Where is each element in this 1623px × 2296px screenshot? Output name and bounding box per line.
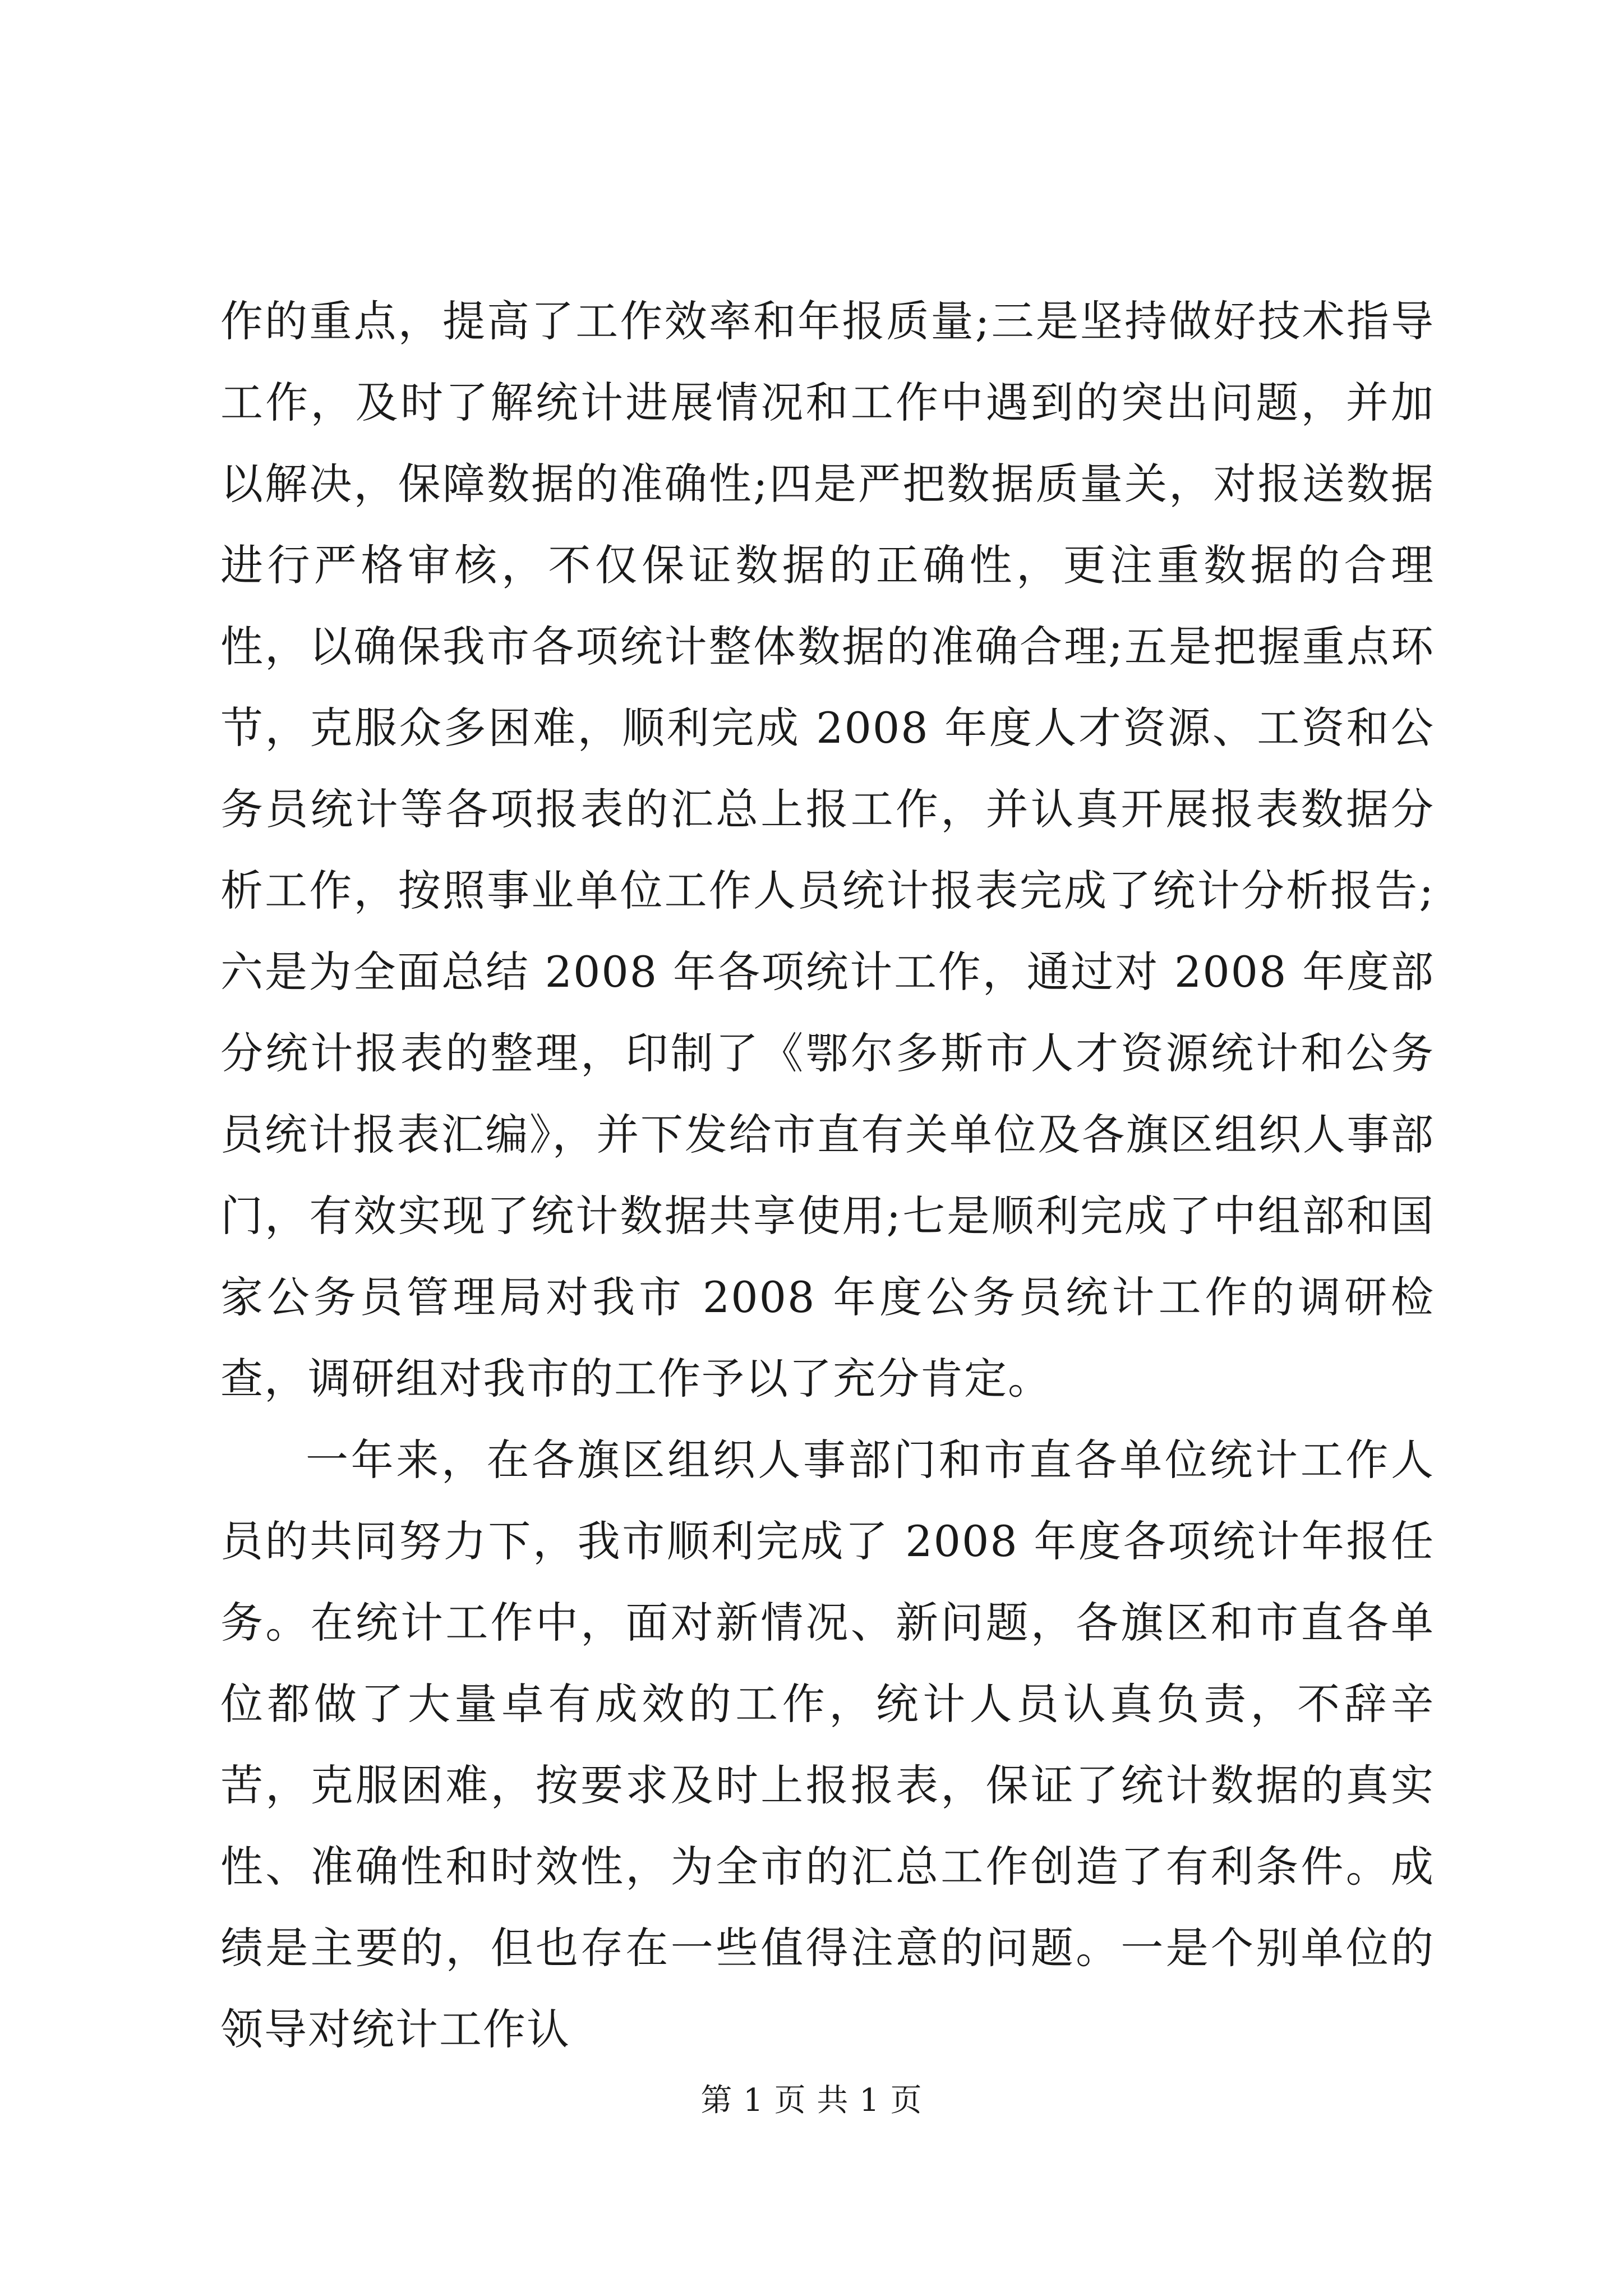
paragraph-continued: 作的重点，提高了工作效率和年报质量;三是坚持做好技术指导工作，及时了解统计进展情况和工作中遇到的突出问题，并加以解决，保障数据的准确性;四是严把数据质量关，对报送数据进行严格审核，不仅保证数据的正确性，更注重数据的合理性，以确保我市各项统计整体数据的准确合理;五是把握重点环节，克服众多困难，顺利完成 2008 年度人才资源、工资和公务员统计等各项报表的汇总上报工作，并认真开展报表数据分析工作，按照事业单位工作人员统计报表完成了统计分析报告;六是为全面总结 2008 年各项统计工作，通过对 2008 年度部分统计报表的整理，印制了《鄂尔多斯市人才资源统计和公务员统计报表汇编》，并下发给市直有关单位及各旗区组织人事部门，有效实现了统计数据共享使用;七是顺利完成了中组部和国家公务员管理局对我市 2008 年度公务员统计工作的调研检查，调研组对我市的工作予以了充分肯定。 xyxy=(220,296,1435,1404)
page-footer: 第 1 页 共 1 页 xyxy=(700,2082,923,2119)
body-text xyxy=(220,280,1435,2070)
paragraph: 一年来，在各旗区组织人事部门和市直各单位统计工作人员的共同努力下，我市顺利完成了 2008 年度各项统计年报任务。在统计工作中，面对新情况、新问题，各旗区和市直各单位都做了大量卓有成效的工作，统计人员认真负责，不辞辛苦，克服困难，按要求及时上报报表，保证了统计数据的真实性、准确性和时效性，为全市的汇总工作创造了有利条件。成绩是主要的，但也存在一些值得注意的问题。一是个别单位的领导对统计工作认 xyxy=(220,1435,1435,2054)
